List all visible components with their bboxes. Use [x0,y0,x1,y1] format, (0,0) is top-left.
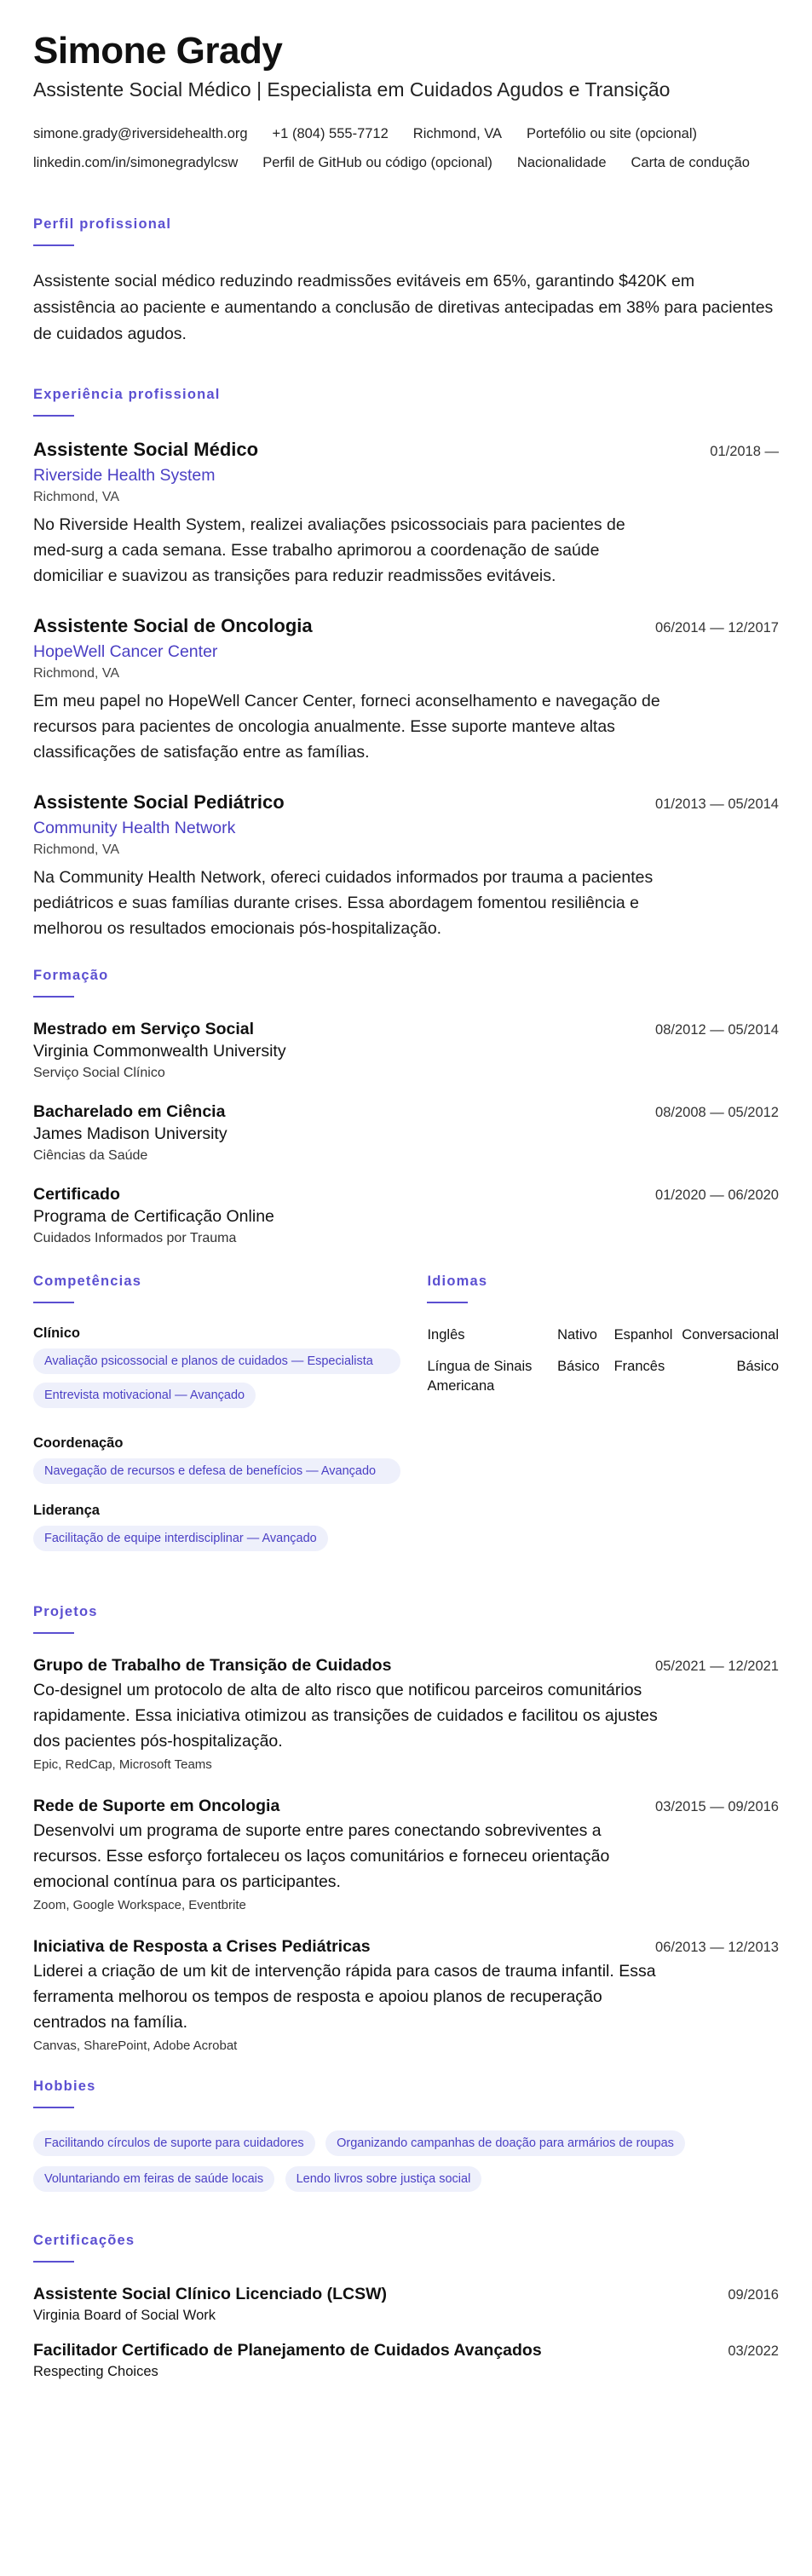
section-title: Perfil profissional [33,216,172,232]
section-divider [427,1302,468,1303]
contact-github[interactable]: Perfil de GitHub ou código (opcional) [262,155,492,170]
project-item [33,1656,779,1772]
degree: Mestrado em Serviço Social [33,1020,255,1038]
languages-section [427,1274,779,1578]
degree: Certificado [33,1185,120,1204]
degree: Bacharelado em Ciência [33,1102,226,1121]
contact-nationality: Nacionalidade [516,155,607,170]
contact-portfolio[interactable]: Portefólio ou site (opcional) [527,126,697,141]
section-title: Competências [33,1274,142,1289]
project-tools: Canvas, SharePoint, Adobe Acrobat [33,2038,238,2053]
school: Programa de Certificação Online [33,1207,274,1226]
education-item [33,1102,779,1164]
education-dates: 08/2012 — 05/2014 [655,1022,779,1038]
skill-category: Clínico [33,1325,81,1341]
section-divider [33,1632,74,1634]
candidate-tagline: Assistente Social Médico | Especialista em Cuidados Agudos e Transição [33,78,671,101]
section-divider [33,2261,74,2263]
skills-section [33,1274,427,1578]
project-item [33,1797,779,1912]
certification-issuer: Virginia Board of Social Work [33,2308,216,2323]
employer: Riverside Health System [33,466,216,485]
job-dates: 06/2014 — 12/2017 [655,620,779,635]
certification-issuer: Respecting Choices [33,2364,158,2379]
education-item [33,1020,779,1081]
projects-section [33,1604,779,2053]
project-dates: 05/2021 — 12/2021 [655,1659,779,1674]
project-description: Liderei a criação de um kit de intervenção rápida para casos de trauma infantil. Essa ferramenta melhorou os tempos de resposta e apoiou planos de recuperação centrados na família. [33,1962,656,2032]
section-title: Projetos [33,1604,98,1619]
language-level: Básico [557,1359,600,1374]
education-item [33,1185,779,1246]
section-divider [33,244,74,246]
language-level: Conversacional [682,1327,779,1343]
job-description: No Riverside Health System, realizei avaliações psicossociais para pacientes de med-surg a cada semana. Esse trabalho aprimorou a coordenação de saúde domiciliar e suavizou as transições para reduzir readmissões evitáveis. [33,515,625,585]
education-dates: 01/2020 — 06/2020 [655,1187,779,1203]
hobby-tag: Voluntariando em feiras de saúde locais [33,2166,274,2192]
section-title: Hobbies [33,2079,96,2094]
employer: HopeWell Cancer Center [33,642,218,661]
resume-header [33,29,779,177]
project-name: Rede de Suporte em Oncologia [33,1797,280,1815]
profile-section [33,216,779,348]
employer: Community Health Network [33,819,236,837]
project-description: Desenvolvi um programa de suporte entre pares conectando sobreviventes a recursos. Esse esforço fortaleceu os laços comunitários e forneceu orientação emocional contínua para os participantes. [33,1821,610,1891]
school: James Madison University [33,1124,227,1143]
skill-tag: Avaliação psicossocial e planos de cuidados — Especialista [33,1348,400,1374]
job-dates: 01/2018 — [710,444,779,459]
certification-item [33,2285,779,2324]
project-description: Co-designel um protocolo de alta de alto risco que notificou parceiros comunitários rapidamente. Essa iniciativa otimizou as transições de cuidados e facilitou os ajustes dos pacientes pós-hospitalização. [33,1681,658,1751]
contact-email[interactable]: simone.grady@riversidehealth.org [33,126,248,141]
certification-name: Assistente Social Clínico Licenciado (LCSW) [33,2285,387,2303]
hobby-tag: Lendo livros sobre justiça social [285,2166,482,2192]
project-dates: 03/2015 — 09/2016 [655,1799,779,1814]
section-divider [33,415,74,417]
languages-table [427,1325,779,1408]
job-location: Richmond, VA [33,490,120,504]
project-dates: 06/2013 — 12/2013 [655,1940,779,1955]
skill-group [33,1503,427,1560]
job-location: Richmond, VA [33,666,120,681]
hobby-tags [33,2130,779,2202]
job-description: Na Community Health Network, ofereci cuidados informados por trauma a pacientes pediátricos e suas famílias durante crises. Essa abordagem fomentou resiliência e melhorou os resultados emocionais pós-hospitalização. [33,868,654,938]
job-title: Assistente Social Médico [33,439,259,460]
language-name: Espanhol [613,1327,673,1343]
contact-phone[interactable]: +1 (804) 555-7712 [272,126,389,141]
certification-date: 09/2016 [728,2287,779,2303]
experience-item [33,439,779,589]
skill-tag: Facilitação de equipe interdisciplinar — Avançado [33,1526,328,1551]
education-section [33,968,779,1246]
language-name: Inglês [427,1327,465,1343]
language-name: Francês [613,1359,665,1374]
section-title: Formação [33,968,109,983]
candidate-name: Simone Grady [33,30,283,72]
section-title: Idiomas [427,1274,488,1289]
field-of-study: Cuidados Informados por Trauma [33,1231,237,1245]
language-level: Básico [736,1359,779,1374]
contact-linkedin[interactable]: linkedin.com/in/simonegradylcsw [33,155,239,170]
school: Virginia Commonwealth University [33,1042,286,1061]
skill-group [33,1325,427,1417]
language-name: Língua de Sinais Americana [427,1359,533,1394]
job-dates: 01/2013 — 05/2014 [655,796,779,812]
certification-item [33,2341,779,2380]
job-title: Assistente Social de Oncologia [33,615,313,636]
section-divider [33,1302,74,1303]
language-level: Nativo [557,1327,597,1343]
project-item [33,1937,779,2053]
experience-item [33,791,779,941]
job-location: Richmond, VA [33,842,120,857]
project-tools: Zoom, Google Workspace, Eventbrite [33,1898,246,1912]
language-row [427,1325,779,1357]
profile-summary: Assistente social médico reduzindo readmissões evitáveis em 65%, garantindo $420K em assistência ao paciente e aumentando a conclusão de diretivas antecipadas em 38% para pacientes de cuidados agudos. [33,272,774,343]
field-of-study: Serviço Social Clínico [33,1066,165,1080]
experience-section [33,387,779,941]
skill-group [33,1435,427,1484]
contact-location: Richmond, VA [412,126,503,141]
job-title: Assistente Social Pediátrico [33,791,285,813]
hobbies-section [33,2079,779,2202]
skills-languages-row [33,1274,779,1578]
field-of-study: Ciências da Saúde [33,1148,148,1163]
section-divider [33,996,74,998]
certifications-section [33,2233,779,2380]
skill-tag: Entrevista motivacional — Avançado [33,1383,256,1408]
section-title: Certificações [33,2233,135,2248]
skill-tag: Navegação de recursos e defesa de benefícios — Avançado [33,1458,400,1484]
hobby-tag: Organizando campanhas de doação para armários de roupas [325,2130,685,2156]
hobby-tag: Facilitando círculos de suporte para cuidadores [33,2130,315,2156]
skill-category: Coordenação [33,1435,124,1451]
certification-date: 03/2022 [728,2343,779,2359]
contact-driving-license: Carta de condução [631,155,750,170]
certification-name: Facilitador Certificado de Planejamento de Cuidados Avançados [33,2341,542,2360]
experience-item [33,615,779,765]
section-title: Experiência profissional [33,387,221,402]
contact-list [33,119,779,177]
project-tools: Epic, RedCap, Microsoft Teams [33,1757,212,1772]
education-dates: 08/2008 — 05/2012 [655,1105,779,1120]
project-name: Iniciativa de Resposta a Crises Pediátricas [33,1937,371,1956]
job-description: Em meu papel no HopeWell Cancer Center, forneci aconselhamento e navegação de recursos para pacientes de oncologia anualmente. Esse suporte manteve altas classificações de satisfação entre as famílias. [33,692,660,762]
project-name: Grupo de Trabalho de Transição de Cuidados [33,1656,392,1675]
section-divider [33,2107,74,2108]
language-row [427,1357,779,1408]
skill-category: Liderança [33,1503,100,1518]
